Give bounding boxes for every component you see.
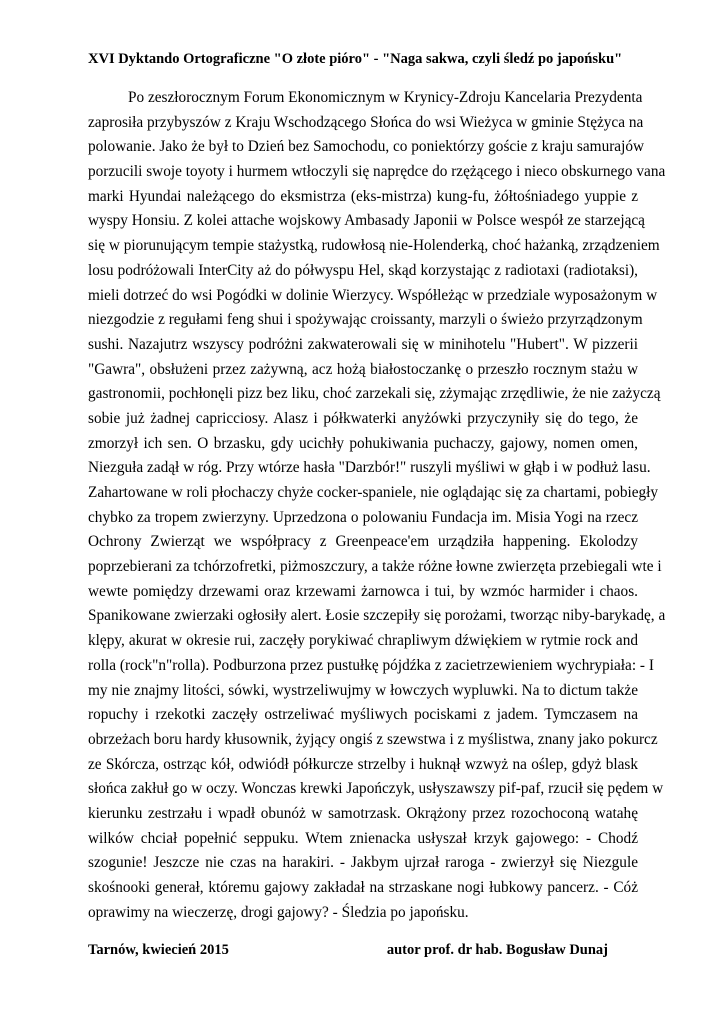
text-line: chybko za tropem zwierzyny. Uprzedzona o polowaniu Fundacja im. Misia Yogi na rzecz [88, 508, 638, 526]
text-line: skośnooki generał, któremu gajowy zakładał na strzaskane nogi łubkowy pancerz. - Cóż [88, 879, 638, 896]
text-line: Ochrony Zwierząt we współpracy z Greenpeace'em urządziła happening. Ekolodzy [88, 533, 638, 551]
text-line: polowanie. Jako że był to Dzień bez Samochodu, co poniektórzy goście z kraju samurajów [88, 138, 645, 156]
text-line: oprawimy na wieczerzę, drogi gajowy? - Śledzia po japońsku. [88, 903, 469, 921]
text-line: sushi. Nazajutrz wszyscy podróżni zakwaterowali się w minihotelu "Hubert". W pizzerii [88, 335, 638, 353]
text-line: Po zeszłorocznym Forum Ekonomicznym w Krynicy-Zdroju Kancelaria Prezydenta [128, 89, 643, 106]
document-footer [88, 941, 638, 959]
document-title: XVI Dyktando Ortograficzne "O złote pióro" - "Naga sakwa, czyli śledź po japońsku" [88, 51, 623, 67]
text-line: losu podróżowali InterCity aż do półwyspu Hel, skąd korzystając z radiotaxi (radiotaksi), [88, 261, 638, 279]
text-line: obrzeżach boru hardy kłusownik, żyjący ongiś z szewstwa i z myślistwa, znany jako pokurcz [88, 730, 658, 748]
text-line: Zahartowane w roli płochaczy chyże cocker-spaniele, nie oglądając się za chartami, pobiegły [88, 484, 659, 501]
text-line: wewte pomiędzy drzewami oraz krzewami żarnowca i tui, by wzmóc harmider i chaos. [88, 582, 638, 600]
text-line: wilków chciał popełnić seppuku. Wtem znienacka usłyszał krzyk gajowego: - Chodź [88, 829, 638, 847]
text-line: ropuchy i rzekotki zaczęły ostrzeliwać myśliwych pociskami z jadem. Tymczasem na [88, 706, 638, 724]
text-line: poprzebierani za tchórzofretki, piżmoszczury, a także różne łowne zwierzęta przebiegali wte i [88, 558, 662, 576]
text-line: gastronomii, pochłonęli pizz bez liku, choć zarzekali się, zżymając zrzędliwie, że nie zażyczą [88, 385, 661, 403]
text-line: szogunie! Jeszcze nie czas na harakiri. - Jakbym ujrzał raroga - zwierzył się Niezgule [88, 854, 638, 872]
text-line: wyspy Honsiu. Z kolei attache wojskowy Ambasady Japonii w Polsce wespół ze starzejącą [88, 212, 645, 230]
text-line: rolla (rock"n"rolla). Podburzona przez pustułkę pójdźka z zacietrzewieniem wychrypiała: - I [88, 656, 654, 674]
author-credit: autor prof. dr hab. Bogusław Dunaj [386, 942, 608, 958]
text-line: ze Skórcza, ostrząc kół, odwiódł półkurcze strzelby i huknął wzwyż na oślep, gdyż blask [88, 755, 638, 773]
text-line: zmorzył ich sen. O brzasku, gdy ucichły pohukiwania puchaczy, gajowy, nomen omen, [88, 434, 638, 452]
text-line: sobie już żadnej capricciosy. Alasz i półkwaterki anyżówki przyczyniły się do tego, że [88, 409, 638, 427]
text-line: "Gawra", obsłużeni przez zażywną, acz hożą białostoczankę o przeszło rocznym stażu w [88, 360, 638, 378]
text-line: Spanikowane zwierzaki ogłosiły alert. Łosie szczepiły się porożami, tworząc niby-barykadę, a [88, 607, 666, 625]
text-line: mieli dotrzeć do wsi Pogódki w dolinie Wierzycy. Współleżąc w przedziale wyposażonym w [88, 286, 658, 304]
document-page [88, 50, 666, 925]
text-line: porzucili swoje toyoty i hurmem wtłoczyli się naprędce do rzężącego i nieco obskurnego vana [88, 163, 666, 181]
text-line: my nie znajmy litości, sówki, wystrzeliwujmy w łowczych wypluwki. Na to dictum także [88, 681, 638, 699]
text-line: Niezguła zadął w róg. Przy wtórze hasła "Darzbór!" ruszyli myśliwi w głąb i w podłuż lasu. [88, 459, 651, 477]
text-line: niezgodzie z regułami feng shui i spożywając croissanty, marzyli o świeżo przyrządzonym [88, 311, 643, 329]
text-line: się w piorunującym tempie stażystką, rudowłosą nie-Holenderką, choć hażanką, zrządzeniem [88, 237, 660, 255]
text-line: kierunku zestrzału i wpadł obunóż w samotrzask. Okrążony przez rozochoconą watahę [88, 804, 638, 822]
text-line: marki Hyundai należącego do eksmistrza (eks-mistrza) kung-fu, żółtośniadego yuppie z [88, 187, 638, 205]
text-line: zaprosiła przybyszów z Kraju Wschodzącego Słońca do wsi Wieżyca w gminie Stężyca na [88, 113, 644, 131]
text-line: klępy, akurat w okresie rui, zaczęły porykiwać chrapliwym dźwiękiem w rytmie rock and [88, 632, 638, 650]
dictation-text [88, 86, 666, 925]
place-date: Tarnów, kwiecień 2015 [88, 942, 229, 958]
text-line: słońca zakłuł go w oczy. Wonczas krewki Japończyk, usłyszawszy pif-paf, rzucił się pędem w [88, 780, 664, 798]
